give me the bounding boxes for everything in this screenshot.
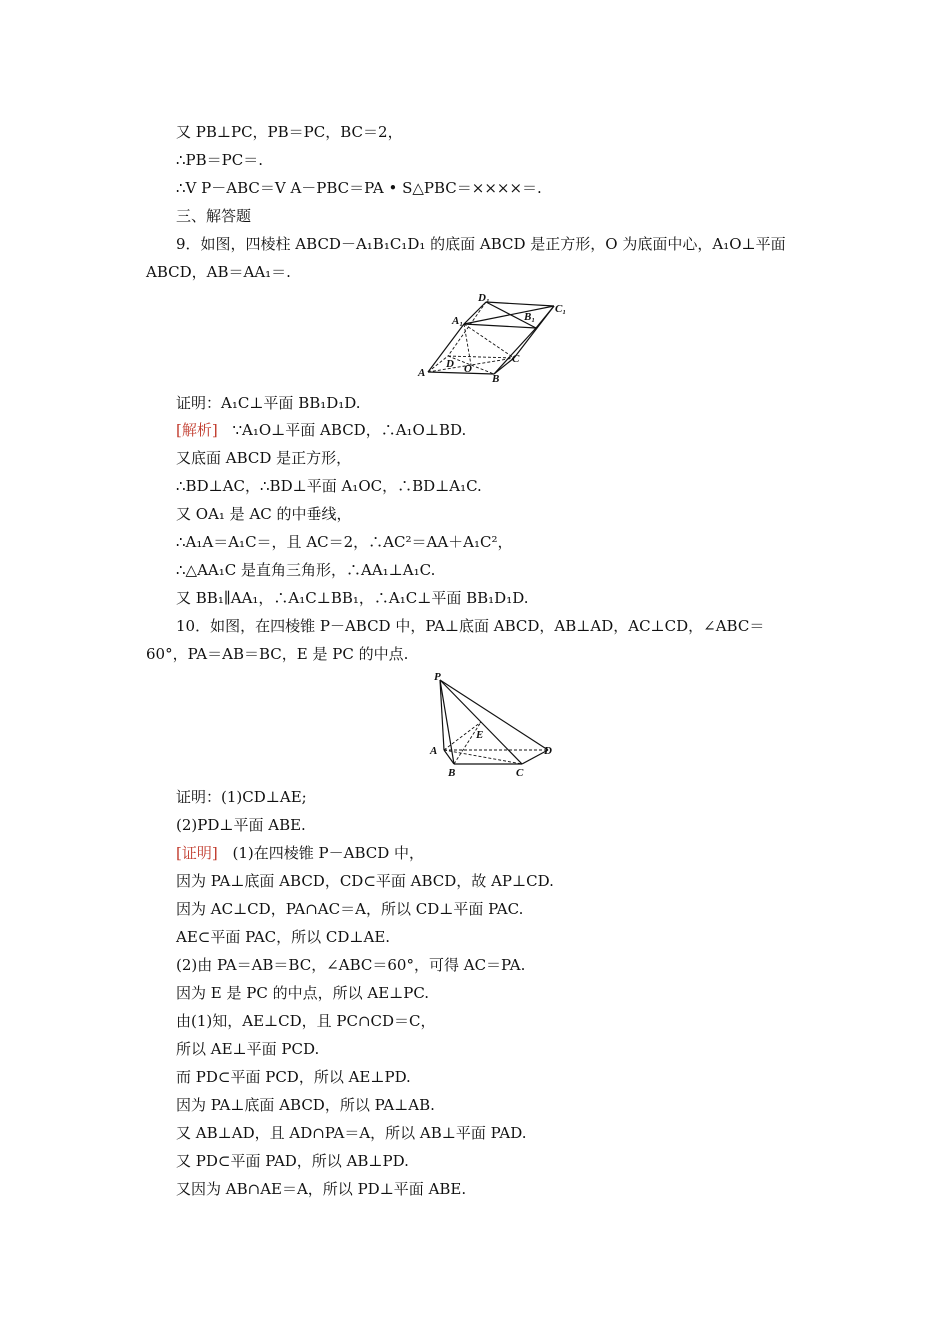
label-p: P — [434, 671, 441, 683]
text-line: 因为 PA⊥底面 ABCD，所以 PA⊥AB. — [176, 1096, 435, 1114]
label-a: A — [430, 745, 438, 757]
prism-figure — [414, 290, 574, 382]
text-line: ∴PB＝PC＝. — [176, 151, 263, 169]
proof-tag: [证明] — [176, 844, 218, 862]
question-9-stem: ABCD，AB＝AA₁＝. — [146, 263, 291, 281]
label-c: C — [512, 353, 520, 365]
label-b: B — [492, 373, 500, 382]
text-line: ∴BD⊥AC，∴BD⊥平面 A₁OC，∴BD⊥A₁C. — [176, 477, 482, 495]
section-heading: 三、解答题 — [176, 207, 252, 225]
text-line: 又 PD⊂平面 PAD，所以 AB⊥PD. — [176, 1152, 409, 1170]
q10-proof-line — [176, 843, 424, 863]
pyramid-figure — [426, 668, 560, 778]
text-line: 所以 AE⊥平面 PCD. — [176, 1040, 320, 1058]
text-line: 因为 AC⊥CD，PA∩AC＝A，所以 CD⊥平面 PAC. — [176, 900, 524, 918]
text-line: 又因为 AB∩AE＝A，所以 PD⊥平面 ABE. — [176, 1180, 467, 1198]
label-c: C — [516, 767, 524, 778]
question-10-stem: 10．如图，在四棱锥 P－ABCD 中，PA⊥底面 ABCD，AB⊥AD，AC⊥CD，∠ABC＝ — [176, 617, 765, 635]
label-c1: C₁ — [555, 303, 567, 315]
question-9-stem: 9．如图，四棱柱 ABCD－A₁B₁C₁D₁ 的底面 ABCD 是正方形，O 为底面中心，A₁O⊥平面 — [176, 235, 786, 253]
text-line: ∴A₁A＝A₁C＝，且 AC＝2，∴AC²＝AA＋A₁C²， — [176, 533, 513, 551]
label-a: A — [418, 367, 426, 379]
text-line: 又底面 ABCD 是正方形， — [176, 449, 352, 467]
text-line: 又 BB₁∥AA₁，∴A₁C⊥BB₁，∴A₁C⊥平面 BB₁D₁D. — [176, 589, 529, 607]
label-d: D — [544, 745, 552, 757]
label-d1: D₁ — [478, 292, 490, 304]
question-10-prove: (2)PD⊥平面 ABE. — [176, 816, 306, 834]
question-10-stem: 60°，PA＝AB＝BC，E 是 PC 的中点. — [146, 645, 409, 663]
question-9-prove: 证明：A₁C⊥平面 BB₁D₁D. — [176, 394, 361, 412]
label-e: E — [476, 729, 484, 741]
label-d: D — [446, 358, 454, 370]
question-10-prove: 证明：(1)CD⊥AE; — [176, 788, 307, 806]
analysis-tag: [解析] — [176, 421, 218, 439]
text-line: 由(1)知，AE⊥CD，且 PC∩CD＝C， — [176, 1012, 436, 1030]
text-line: 因为 E 是 PC 的中点，所以 AE⊥PC. — [176, 984, 430, 1002]
label-b: B — [448, 767, 456, 778]
label-b1: B₁ — [524, 311, 536, 323]
text-line: ∴△AA₁C 是直角三角形，∴AA₁⊥A₁C. — [176, 561, 436, 579]
text-line: ∴V P－ABC＝V A－PBC＝PA • S△PBC＝××××＝. — [176, 179, 542, 197]
text-line: 因为 PA⊥底面 ABCD，CD⊂平面 ABCD，故 AP⊥CD. — [176, 872, 554, 890]
text-line: AE⊂平面 PAC，所以 CD⊥AE. — [176, 928, 391, 946]
text-line: (2)由 PA＝AB＝BC，∠ABC＝60°，可得 AC＝PA. — [176, 956, 526, 974]
text-line: 而 PD⊂平面 PCD，所以 AE⊥PD. — [176, 1068, 411, 1086]
proof-text: (1)在四棱锥 P－ABCD 中， — [232, 844, 425, 862]
analysis-text: ∵A₁O⊥平面 ABCD，∴A₁O⊥BD. — [232, 421, 467, 439]
label-a1: A₁ — [452, 315, 464, 327]
text-line: 又 PB⊥PC，PB＝PC，BC＝2， — [176, 123, 403, 141]
q9-analysis-line — [176, 420, 466, 440]
label-o: O — [464, 363, 472, 375]
text-line: 又 OA₁ 是 AC 的中垂线， — [176, 505, 352, 523]
text-line: 又 AB⊥AD，且 AD∩PA＝A，所以 AB⊥平面 PAD. — [176, 1124, 527, 1142]
